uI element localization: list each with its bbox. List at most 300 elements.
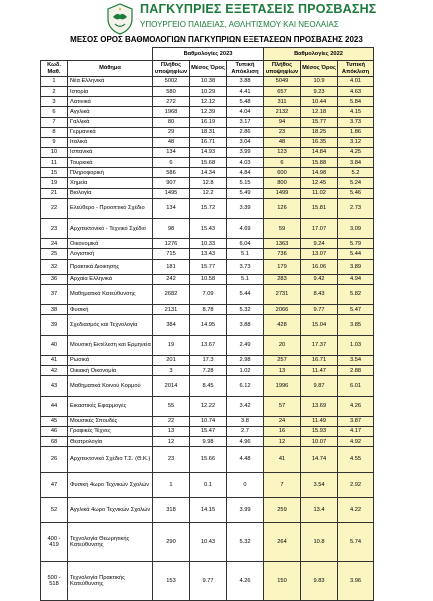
cell-subject: Πρακτικά Διοικησης xyxy=(68,259,153,274)
cell-candidates-2022: 126 xyxy=(264,198,301,218)
cell-code: 3 xyxy=(41,97,68,107)
cell-mean-2023: 14.15 xyxy=(190,498,227,523)
cell-sd-2022: 6.01 xyxy=(338,376,374,396)
cell-subject: Μουσικές Σπουδές xyxy=(68,416,153,426)
col-header-mean-2022: Μέσος Όρος xyxy=(301,61,338,77)
cell-subject: Τεχνολογία Πρακτικής Κατεύθυνσης xyxy=(68,561,153,600)
cell-sd-2022: 5.84 xyxy=(338,97,374,107)
cell-code: 47 xyxy=(41,472,68,497)
col-header-candidates-2022: Πλήθος υποψηφίων xyxy=(264,61,301,77)
cell-sd-2022: 2.92 xyxy=(338,472,374,497)
col-header-sd-2023: Τυπική Απόκλιση xyxy=(227,61,264,77)
table-row xyxy=(41,335,374,355)
cell-code: 40 xyxy=(41,335,68,355)
cell-sd-2023: 5.49 xyxy=(227,188,264,198)
cell-mean-2022: 12.45 xyxy=(301,178,338,188)
cell-code: 1 xyxy=(41,77,68,87)
table-row xyxy=(41,472,374,497)
cell-mean-2023: 15.47 xyxy=(190,426,227,436)
cell-sd-2023: 2.49 xyxy=(227,335,264,355)
ministry-name: ΥΠΟΥΡΓΕΙΟ ΠΑΙΔΕΙΑΣ, ΑΘΛΗΤΙΣΜΟΥ ΚΑΙ ΝΕΟΛΑΙΑΣ xyxy=(140,20,339,29)
cell-sd-2023: 3.39 xyxy=(227,198,264,218)
table-row xyxy=(41,168,374,178)
cell-candidates-2022: 736 xyxy=(264,249,301,259)
cell-candidates-2022: 123 xyxy=(264,147,301,157)
document-title: ΜΕΣΟΣ ΟΡΟΣ ΒΑΘΜΟΛΟΓΙΩΝ ΠΑΓΚΥΠΡΙΩΝ ΕΞΕΤΑΣΕΩΝ ΠΡΟΣΒΑΣΗΣ 2023 xyxy=(70,35,363,44)
cell-sd-2022: 4.26 xyxy=(338,396,374,416)
cell-mean-2023: 12.8 xyxy=(190,178,227,188)
cell-mean-2022: 10.8 xyxy=(301,523,338,562)
cell-code: 37 xyxy=(41,284,68,304)
cell-code: 24 xyxy=(41,239,68,249)
cell-candidates-2023: 12 xyxy=(153,437,190,447)
cell-candidates-2023: 181 xyxy=(153,259,190,274)
cell-sd-2023: 4.48 xyxy=(227,447,264,472)
table-row xyxy=(41,239,374,249)
cell-sd-2022: 4.15 xyxy=(338,107,374,117)
cell-subject: Εικαστικές Εφαρμογές xyxy=(68,396,153,416)
table-row xyxy=(41,284,374,304)
cell-subject: Φυσική xyxy=(68,305,153,315)
cell-mean-2023: 14.93 xyxy=(190,147,227,157)
cell-sd-2022: 5.46 xyxy=(338,188,374,198)
cell-code: 9 xyxy=(41,137,68,147)
cell-code: 45 xyxy=(41,416,68,426)
cell-subject: Οικονομικά xyxy=(68,239,153,249)
cell-sd-2022: 5.2 xyxy=(338,168,374,178)
cell-candidates-2022: 59 xyxy=(264,218,301,238)
cell-mean-2023: 8.45 xyxy=(190,376,227,396)
cell-sd-2023: 4.69 xyxy=(227,218,264,238)
cell-mean-2022: 17.37 xyxy=(301,335,338,355)
table-row xyxy=(41,259,374,274)
cell-sd-2023: 3.17 xyxy=(227,117,264,127)
cell-mean-2023: 14.34 xyxy=(190,168,227,178)
cell-subject: Οικιακή Οικονομία xyxy=(68,366,153,376)
cell-candidates-2023: 1495 xyxy=(153,188,190,198)
cell-candidates-2022: 150 xyxy=(264,561,301,600)
cell-subject: Ισπανικά xyxy=(68,147,153,157)
cell-candidates-2022: 800 xyxy=(264,178,301,188)
cell-candidates-2023: 19 xyxy=(153,335,190,355)
cell-sd-2023: 4.96 xyxy=(227,437,264,447)
cell-candidates-2023: 1 xyxy=(153,472,190,497)
cell-mean-2022: 12.18 xyxy=(301,107,338,117)
cell-sd-2023: 5.32 xyxy=(227,305,264,315)
table-row xyxy=(41,137,374,147)
cell-subject: Ιταλικά xyxy=(68,137,153,147)
cell-mean-2023: 7.28 xyxy=(190,366,227,376)
page-header xyxy=(0,0,433,47)
table-row xyxy=(41,97,374,107)
cell-sd-2023: 0 xyxy=(227,472,264,497)
cell-candidates-2023: 13 xyxy=(153,426,190,436)
cell-mean-2023: 0.1 xyxy=(190,472,227,497)
table-row xyxy=(41,437,374,447)
table-row xyxy=(41,396,374,416)
cell-candidates-2023: 55 xyxy=(153,396,190,416)
cell-mean-2023: 10.58 xyxy=(190,274,227,284)
cell-candidates-2023: 580 xyxy=(153,87,190,97)
cell-candidates-2022: 24 xyxy=(264,416,301,426)
cell-candidates-2023: 134 xyxy=(153,147,190,157)
cell-sd-2023: 2.86 xyxy=(227,127,264,137)
cell-mean-2022: 9.83 xyxy=(301,561,338,600)
cell-candidates-2022: 2731 xyxy=(264,284,301,304)
cell-subject: Θεατρολογία xyxy=(68,437,153,447)
table-row xyxy=(41,188,374,198)
cell-sd-2022: 5.24 xyxy=(338,178,374,188)
table-row xyxy=(41,158,374,168)
cell-sd-2023: 3.73 xyxy=(227,259,264,274)
cell-subject: Γραφικές Τέχνες xyxy=(68,426,153,436)
table-row xyxy=(41,87,374,97)
cell-mean-2023: 13.67 xyxy=(190,335,227,355)
table-row xyxy=(41,77,374,87)
cell-candidates-2022: 57 xyxy=(264,396,301,416)
cell-mean-2022: 14.84 xyxy=(301,147,338,157)
cell-candidates-2022: 6 xyxy=(264,158,301,168)
cell-candidates-2022: 428 xyxy=(264,315,301,335)
cell-sd-2022: 3.84 xyxy=(338,158,374,168)
cell-subject: Αγγλικά 4ωρο Τεχνικών Σχολών xyxy=(68,498,153,523)
cell-sd-2023: 4.84 xyxy=(227,168,264,178)
cell-mean-2023: 9.98 xyxy=(190,437,227,447)
cell-sd-2022: 3.12 xyxy=(338,137,374,147)
cell-mean-2023: 17.3 xyxy=(190,355,227,365)
col-header-sd-2022: Τυπική Απόκλιση xyxy=(338,61,374,77)
cell-subject: Αγγλικά xyxy=(68,107,153,117)
cell-code: 500 - 518 xyxy=(41,561,68,600)
cell-candidates-2023: 201 xyxy=(153,355,190,365)
cell-mean-2023: 10.33 xyxy=(190,239,227,249)
cell-subject: Ιστορία xyxy=(68,87,153,97)
cell-sd-2022: 4.55 xyxy=(338,447,374,472)
cell-candidates-2022: 179 xyxy=(264,259,301,274)
cell-mean-2023: 16.19 xyxy=(190,117,227,127)
cell-mean-2022: 10.9 xyxy=(301,77,338,87)
table-row xyxy=(41,218,374,238)
cell-mean-2023: 15.43 xyxy=(190,218,227,238)
cell-subject: Βιολογία xyxy=(68,188,153,198)
cell-mean-2022: 16.71 xyxy=(301,355,338,365)
table-row xyxy=(41,178,374,188)
cell-candidates-2022: 600 xyxy=(264,168,301,178)
table-row xyxy=(41,523,374,562)
cell-mean-2023: 18.31 xyxy=(190,127,227,137)
org-name: ΠΑΓΚΥΠΡΙΕΣ ΕΞΕΤΑΣΕΙΣ ΠΡΟΣΒΑΣΗΣ xyxy=(140,2,377,16)
table-row xyxy=(41,198,374,218)
cell-candidates-2022: 264 xyxy=(264,523,301,562)
cell-mean-2023: 12.39 xyxy=(190,107,227,117)
cell-candidates-2023: 2131 xyxy=(153,305,190,315)
cell-code: 46 xyxy=(41,426,68,436)
cyprus-emblem-icon xyxy=(106,3,134,35)
table-row xyxy=(41,366,374,376)
cell-sd-2023: 5.15 xyxy=(227,178,264,188)
cell-subject: Ελεύθερο - Προοπτικό Σχέδιο xyxy=(68,198,153,218)
table-row xyxy=(41,249,374,259)
cell-code: 42 xyxy=(41,366,68,376)
cell-subject: Αρχιτεκτονικό Σχέδιο Τ.Σ. (Θ.Κ.) xyxy=(68,447,153,472)
cell-candidates-2023: 29 xyxy=(153,127,190,137)
cell-sd-2022: 4.92 xyxy=(338,437,374,447)
cell-mean-2022: 10.07 xyxy=(301,437,338,447)
table-row xyxy=(41,561,374,600)
cell-subject: Αρχαία Ελληνικά xyxy=(68,274,153,284)
cell-sd-2022: 4.94 xyxy=(338,274,374,284)
cell-sd-2022: 4.25 xyxy=(338,147,374,157)
cell-candidates-2022: 657 xyxy=(264,87,301,97)
cell-subject: Νέα Ελληνικά xyxy=(68,77,153,87)
cell-mean-2022: 15.77 xyxy=(301,117,338,127)
cell-sd-2023: 5.1 xyxy=(227,249,264,259)
table-row xyxy=(41,117,374,127)
cell-candidates-2022: 7 xyxy=(264,472,301,497)
cell-mean-2022: 9.77 xyxy=(301,305,338,315)
group-header-2023: Βαθμολογίες 2023 xyxy=(153,48,264,61)
cell-sd-2023: 4.26 xyxy=(227,561,264,600)
cell-sd-2023: 5.48 xyxy=(227,97,264,107)
cell-code: 22 xyxy=(41,198,68,218)
table-row xyxy=(41,147,374,157)
cell-candidates-2022: 20 xyxy=(264,335,301,355)
cell-sd-2022: 5.47 xyxy=(338,305,374,315)
cell-candidates-2023: 907 xyxy=(153,178,190,188)
cell-mean-2022: 17.07 xyxy=(301,218,338,238)
cell-subject: Σχεδιασμός και Τεχνολογία xyxy=(68,315,153,335)
table-row xyxy=(41,376,374,396)
cell-subject: Λογιστική xyxy=(68,249,153,259)
cell-subject: Γαλλικά xyxy=(68,117,153,127)
cell-code: 11 xyxy=(41,158,68,168)
cell-mean-2022: 16.06 xyxy=(301,259,338,274)
cell-candidates-2022: 41 xyxy=(264,447,301,472)
cell-sd-2022: 2.73 xyxy=(338,198,374,218)
cell-candidates-2022: 259 xyxy=(264,498,301,523)
cell-sd-2023: 3.88 xyxy=(227,77,264,87)
cell-candidates-2023: 23 xyxy=(153,447,190,472)
cell-mean-2022: 14.98 xyxy=(301,168,338,178)
cell-sd-2022: 5.44 xyxy=(338,249,374,259)
cell-candidates-2022: 311 xyxy=(264,97,301,107)
cell-candidates-2023: 2682 xyxy=(153,284,190,304)
cell-sd-2022: 5.82 xyxy=(338,284,374,304)
cell-candidates-2022: 94 xyxy=(264,117,301,127)
cell-mean-2023: 15.66 xyxy=(190,447,227,472)
cell-mean-2022: 14.74 xyxy=(301,447,338,472)
cell-sd-2022: 4.01 xyxy=(338,77,374,87)
cell-candidates-2022: 16 xyxy=(264,426,301,436)
cell-code: 38 xyxy=(41,305,68,315)
col-header-code: Κωδ. Μαθ. xyxy=(41,61,68,77)
cell-mean-2023: 7.09 xyxy=(190,284,227,304)
cell-candidates-2022: 257 xyxy=(264,355,301,365)
cell-code: 68 xyxy=(41,437,68,447)
cell-candidates-2022: 1499 xyxy=(264,188,301,198)
cell-mean-2022: 15.88 xyxy=(301,158,338,168)
cell-mean-2023: 8.78 xyxy=(190,305,227,315)
cell-mean-2023: 14.95 xyxy=(190,315,227,335)
cell-code: 10 xyxy=(41,147,68,157)
cell-mean-2023: 15.77 xyxy=(190,259,227,274)
cell-candidates-2023: 153 xyxy=(153,561,190,600)
cell-sd-2023: 2.7 xyxy=(227,426,264,436)
table-row xyxy=(41,315,374,335)
cell-sd-2022: 5.74 xyxy=(338,523,374,562)
cell-mean-2023: 15.68 xyxy=(190,158,227,168)
group-header-2022: Βαθμολογίες 2022 xyxy=(264,48,374,61)
cell-candidates-2023: 80 xyxy=(153,117,190,127)
cell-sd-2022: 3.09 xyxy=(338,218,374,238)
cell-code: 44 xyxy=(41,396,68,416)
cell-mean-2022: 3.54 xyxy=(301,472,338,497)
cell-mean-2022: 11.49 xyxy=(301,416,338,426)
cell-mean-2022: 11.02 xyxy=(301,188,338,198)
cell-candidates-2023: 318 xyxy=(153,498,190,523)
cell-sd-2022: 4.63 xyxy=(338,87,374,97)
cell-code: 32 xyxy=(41,259,68,274)
cell-mean-2022: 13.69 xyxy=(301,396,338,416)
cell-sd-2023: 3.04 xyxy=(227,137,264,147)
cell-mean-2022: 13.4 xyxy=(301,498,338,523)
cell-sd-2023: 3.99 xyxy=(227,147,264,157)
cell-mean-2023: 12.2 xyxy=(190,188,227,198)
cell-code: 8 xyxy=(41,127,68,137)
table-row xyxy=(41,416,374,426)
cell-candidates-2023: 242 xyxy=(153,274,190,284)
cell-subject: Αρχιτεκτονικό - Τεχνικό Σχέδιο xyxy=(68,218,153,238)
cell-candidates-2023: 22 xyxy=(153,416,190,426)
cell-code: 43 xyxy=(41,376,68,396)
cell-sd-2023: 3.88 xyxy=(227,315,264,335)
cell-candidates-2023: 272 xyxy=(153,97,190,107)
cell-mean-2022: 18.25 xyxy=(301,127,338,137)
cell-candidates-2022: 5049 xyxy=(264,77,301,87)
cell-candidates-2022: 13 xyxy=(264,366,301,376)
cell-code: 400 - 419 xyxy=(41,523,68,562)
cell-mean-2023: 12.22 xyxy=(190,396,227,416)
cell-sd-2023: 3.42 xyxy=(227,396,264,416)
cell-candidates-2022: 283 xyxy=(264,274,301,284)
cell-sd-2022: 3.54 xyxy=(338,355,374,365)
table-body xyxy=(41,77,374,601)
cell-subject: Λατινικά xyxy=(68,97,153,107)
table-row xyxy=(41,107,374,117)
cell-candidates-2022: 1996 xyxy=(264,376,301,396)
cell-code: 21 xyxy=(41,188,68,198)
cell-mean-2023: 10.74 xyxy=(190,416,227,426)
cell-mean-2023: 10.43 xyxy=(190,523,227,562)
cell-candidates-2023: 134 xyxy=(153,198,190,218)
cell-subject: Γερμανικά xyxy=(68,127,153,137)
cell-mean-2023: 13.43 xyxy=(190,249,227,259)
table-row xyxy=(41,127,374,137)
cell-candidates-2022: 2132 xyxy=(264,107,301,117)
cell-mean-2023: 15.72 xyxy=(190,198,227,218)
cell-candidates-2022: 1363 xyxy=(264,239,301,249)
cell-sd-2023: 5.32 xyxy=(227,523,264,562)
table-row xyxy=(41,274,374,284)
table-row xyxy=(41,355,374,365)
cell-code: 25 xyxy=(41,249,68,259)
cell-code: 36 xyxy=(41,274,68,284)
cell-sd-2022: 3.85 xyxy=(338,315,374,335)
cell-sd-2022: 4.17 xyxy=(338,426,374,436)
cell-candidates-2022: 2066 xyxy=(264,305,301,315)
cell-candidates-2023: 384 xyxy=(153,315,190,335)
cell-code: 23 xyxy=(41,218,68,238)
cell-candidates-2022: 23 xyxy=(264,127,301,137)
cell-subject: Χημεία xyxy=(68,178,153,188)
cell-candidates-2023: 586 xyxy=(153,168,190,178)
cell-mean-2022: 9.87 xyxy=(301,376,338,396)
cell-candidates-2023: 1968 xyxy=(153,107,190,117)
cell-candidates-2023: 1276 xyxy=(153,239,190,249)
cell-mean-2022: 16.35 xyxy=(301,137,338,147)
cell-sd-2022: 3.96 xyxy=(338,561,374,600)
cell-code: 41 xyxy=(41,355,68,365)
results-table xyxy=(40,47,374,601)
cell-mean-2022: 13.07 xyxy=(301,249,338,259)
cell-candidates-2023: 3 xyxy=(153,366,190,376)
cell-mean-2023: 10.38 xyxy=(190,77,227,87)
cell-candidates-2023: 2014 xyxy=(153,376,190,396)
cell-code: 39 xyxy=(41,315,68,335)
cell-mean-2022: 10.44 xyxy=(301,97,338,107)
cell-subject: Τεχνολογία Θεωρητικής Κατεύθυνσης xyxy=(68,523,153,562)
cell-sd-2022: 1.03 xyxy=(338,335,374,355)
cell-subject: Ρωσικά xyxy=(68,355,153,365)
col-header-subject: Μάθημα xyxy=(68,61,153,77)
cell-mean-2022: 8.43 xyxy=(301,284,338,304)
cell-sd-2022: 3.89 xyxy=(338,259,374,274)
col-header-candidates-2023: Πλήθος υποψηφίων xyxy=(153,61,190,77)
cell-sd-2023: 6.12 xyxy=(227,376,264,396)
table-row xyxy=(41,426,374,436)
col-header-mean-2023: Μέσος Όρος xyxy=(190,61,227,77)
cell-subject: Μουσική Εκτέλεση και Ερμηνεία xyxy=(68,335,153,355)
cell-mean-2023: 16.71 xyxy=(190,137,227,147)
cell-mean-2022: 11.47 xyxy=(301,366,338,376)
cell-sd-2023: 2.98 xyxy=(227,355,264,365)
cell-subject: Μαθηματικά Κοινού Κορμού xyxy=(68,376,153,396)
cell-mean-2022: 15.04 xyxy=(301,315,338,335)
cell-mean-2023: 10.29 xyxy=(190,87,227,97)
cell-sd-2023: 1.02 xyxy=(227,366,264,376)
cell-candidates-2023: 6 xyxy=(153,158,190,168)
cell-subject: Μαθηματικά Κατεύθυνσης xyxy=(68,284,153,304)
table-row xyxy=(41,447,374,472)
cell-candidates-2023: 48 xyxy=(153,137,190,147)
cell-sd-2022: 1.86 xyxy=(338,127,374,137)
cell-sd-2023: 4.41 xyxy=(227,87,264,97)
cell-subject: Φυσική 4ωρο Τεχνικών Σχολών xyxy=(68,472,153,497)
cell-subject: Τουρκικά xyxy=(68,158,153,168)
cell-candidates-2023: 290 xyxy=(153,523,190,562)
cell-mean-2022: 9.42 xyxy=(301,274,338,284)
header-blank xyxy=(41,48,153,61)
cell-sd-2023: 5.44 xyxy=(227,284,264,304)
cell-code: 19 xyxy=(41,178,68,188)
table-row xyxy=(41,305,374,315)
cell-sd-2023: 4.03 xyxy=(227,158,264,168)
cell-sd-2023: 4.04 xyxy=(227,107,264,117)
cell-mean-2022: 9.23 xyxy=(301,87,338,97)
cell-code: 26 xyxy=(41,447,68,472)
table-row xyxy=(41,498,374,523)
cell-candidates-2022: 48 xyxy=(264,137,301,147)
